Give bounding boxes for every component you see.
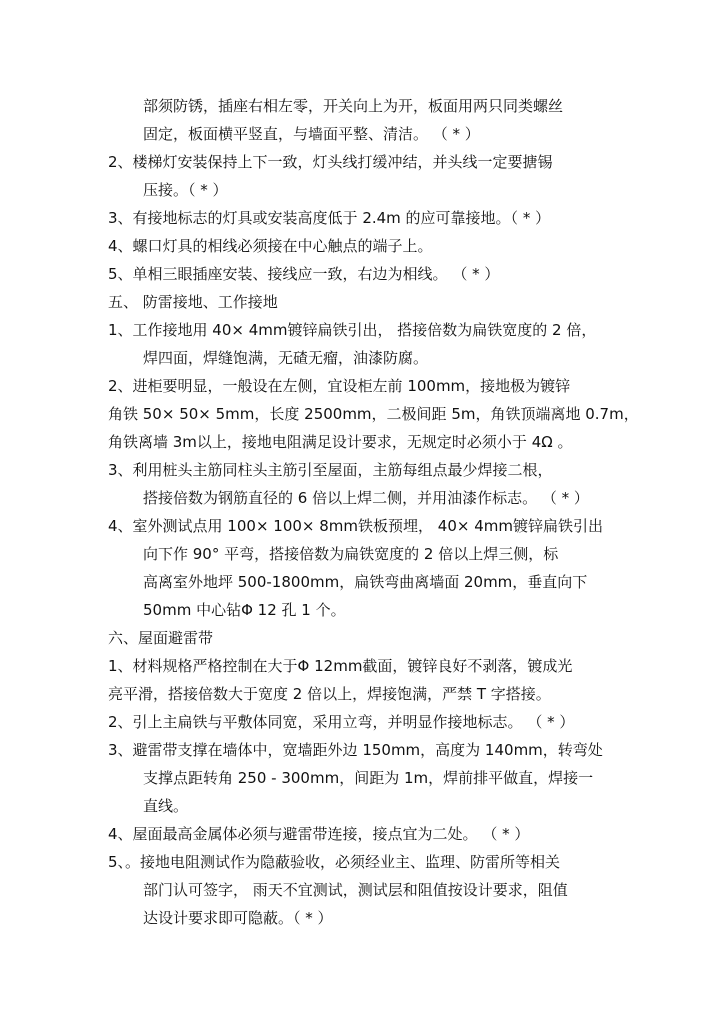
text-line: 固定，板面横平竖直，与墙面平整、清洁。 （ * ）	[143, 125, 480, 143]
text-line: 4、室外测试点用 100× 100× 8mm铁板预埋， 40× 4mm镀锌扁铁引出	[108, 517, 603, 535]
section-heading: 五、 防雷接地、工作接地	[108, 293, 278, 311]
text-line: 部门认可签字， 雨天不宜测试，测试层和阻值按设计要求，阻值	[143, 881, 568, 899]
text-line: 2、进柜要明显，一般设在左侧，宜设柜左前 100mm，接地极为镀锌	[108, 377, 571, 395]
text-line: 1、工作接地用 40× 4mm镀锌扁铁引出， 搭接倍数为扁铁宽度的 2 倍，	[108, 321, 597, 339]
text-line: 3、避雷带支撑在墙体中，宽墙距外边 150mm，高度为 140mm，转弯处	[108, 741, 603, 759]
text-line: 高离室外地坪 500-1800mm，扁铁弯曲离墙面 20mm，垂直向下	[143, 573, 588, 591]
text-line: 部须防锈，插座右相左零，开关向上为开，板面用两只同类螺丝	[143, 97, 564, 115]
text-line: 角铁离墙 3m以上，接地电阻满足设计要求，无规定时必须小于 4Ω 。	[108, 433, 573, 451]
text-line: 达设计要求即可隐蔽。（ * ）	[143, 909, 333, 927]
section-heading: 六、屋面避雷带	[108, 629, 214, 647]
text-line: 4、屋面最高金属体必须与避雷带连接，接点宜为二处。 （ * ）	[108, 825, 530, 843]
text-line: 1、材料规格严格控制在大于Φ 12mm截面，镀锌良好不剥落，镀成光	[108, 657, 573, 675]
text-line: 50mm 中心钻Φ 12 孔 1 个。	[143, 601, 346, 619]
text-line: 2、引上主扁铁与平敷体同宽，采用立弯，并明显作接地标志。 （ * ）	[108, 713, 575, 731]
text-line: 支撑点距转角 250 - 300mm，间距为 1m，焊前排平做直，焊接一	[143, 769, 594, 787]
text-line: 3、有接地标志的灯具或安装高度低于 2.4m 的应可靠接地。（ * ）	[108, 209, 551, 227]
text-line: 角铁 50× 50× 5mm，长度 2500mm，二极间距 5m，角铁顶端离地 0.7m，	[108, 405, 639, 423]
text-line: 向下作 90° 平弯，搭接倍数为扁铁宽度的 2 倍以上焊三侧，标	[143, 545, 559, 563]
text-line: 4、螺口灯具的相线必须接在中心触点的端子上。	[108, 237, 433, 255]
text-line: 2、楼梯灯安装保持上下一致，灯头线打缓冲结，并头线一定要搪锡	[108, 153, 553, 171]
text-line: 5、。接地电阻测试作为隐蔽验收，必须经业主、监理、防雷所等相关	[108, 853, 561, 871]
text-line: 亮平滑，搭接倍数大于宽度 2 倍以上，焊接饱满，严禁 T 字搭接。	[108, 685, 551, 703]
text-line: 5、单相三眼插座安装、接线应一致，右边为相线。 （ * ）	[108, 265, 500, 283]
text-line: 压接。（ * ）	[143, 181, 228, 199]
text-line: 直线。	[143, 797, 189, 815]
text-line: 焊四面，焊缝饱满，无碴无瘤，油漆防腐。	[143, 349, 429, 367]
text-line: 搭接倍数为钢筋直径的 6 倍以上焊二侧，并用油漆作标志。 （ * ）	[143, 489, 589, 507]
text-line: 3、利用桩头主筋同柱头主筋引至屋面，主筋每组点最少焊接二根，	[108, 461, 553, 479]
